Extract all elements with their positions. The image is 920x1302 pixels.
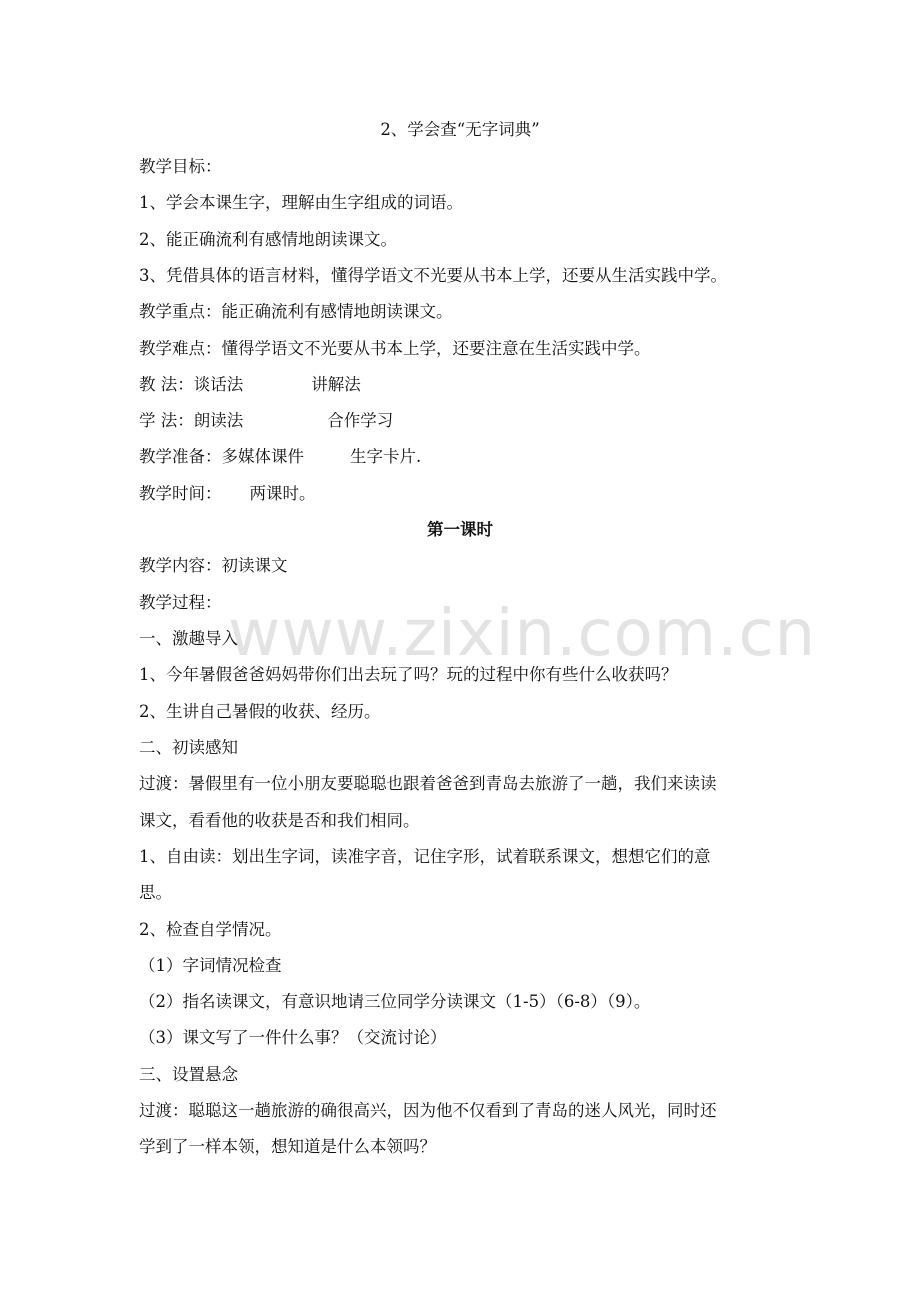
transition-text: 学到了一样本领，想知道是什么本领吗？ <box>139 1137 436 1156</box>
key-point: 教学重点：能正确流利有感情地朗读课文。 <box>139 302 453 321</box>
section-heading: 二、初读感知 <box>139 738 238 757</box>
preparation-value: 生字卡片. <box>350 447 422 466</box>
objectives-heading: 教学目标： <box>139 157 222 176</box>
learn-method-value: 合作学习 <box>327 411 394 430</box>
section-heading: 三、设置悬念 <box>139 1065 238 1084</box>
transition-text: 课文，看看他的收获是否和我们相同。 <box>139 811 420 830</box>
list-item: 2、生讲自己暑假的收获、经历。 <box>139 702 381 721</box>
time-row <box>139 483 799 505</box>
objective-item: 2、能正确流利有感情地朗读课文。 <box>139 230 397 249</box>
list-item: 1、今年暑假爸爸妈妈带你们出去玩了吗？玩的过程中你有些什么收获吗？ <box>139 665 678 684</box>
lesson-heading: 第一课时 <box>427 520 493 539</box>
time-value: 两课时。 <box>249 484 316 503</box>
sub-item: （1）字词情况检查 <box>139 956 282 975</box>
learn-method-row <box>139 410 799 432</box>
document-title: 2、学会查“无字词典” <box>380 120 540 139</box>
time-label: 教学时间： <box>139 484 222 503</box>
teach-method-label: 教 法：谈话法 <box>139 375 244 394</box>
preparation-row <box>139 446 799 468</box>
transition-text: 过渡：聪聪这一趟旅游的确很高兴，因为他不仅看到了青岛的迷人风光，同时还 <box>139 1101 717 1120</box>
section-heading: 一、激趣导入 <box>139 629 238 648</box>
watermark: www.zixin.com.cn <box>228 597 817 671</box>
process-heading: 教学过程： <box>139 593 222 612</box>
learn-method-label: 学 法：朗读法 <box>139 411 244 430</box>
difficulty: 教学难点：懂得学语文不光要从书本上学，还要注意在生活实践中学。 <box>139 339 651 358</box>
lesson-content: 教学内容：初读课文 <box>139 556 288 575</box>
list-item: 思。 <box>139 883 172 902</box>
sub-item: （2）指名读课文，有意识地请三位同学分读课文（1-5）（6-8）（9）。 <box>139 992 651 1011</box>
transition-text: 过渡：暑假里有一位小朋友要聪聪也跟着爸爸到青岛去旅游了一趟，我们来读读 <box>139 774 717 793</box>
preparation-label: 教学准备：多媒体课件 <box>139 447 304 466</box>
list-item: 1、自由读：划出生字词，读准字音，记住字形，试着联系课文，想想它们的意 <box>139 847 711 866</box>
objective-item: 3、凭借具体的语言材料，懂得学语文不光要从书本上学，还要从生活实践中学。 <box>139 266 727 285</box>
objective-item: 1、学会本课生字，理解由生字组成的词语。 <box>139 193 463 212</box>
teach-method-value: 讲解法 <box>311 375 361 394</box>
list-item: 2、检查自学情况。 <box>139 920 282 939</box>
teach-method-row <box>139 374 799 396</box>
sub-item: （3）课文写了一件什么事？（交流讨论） <box>139 1028 447 1047</box>
